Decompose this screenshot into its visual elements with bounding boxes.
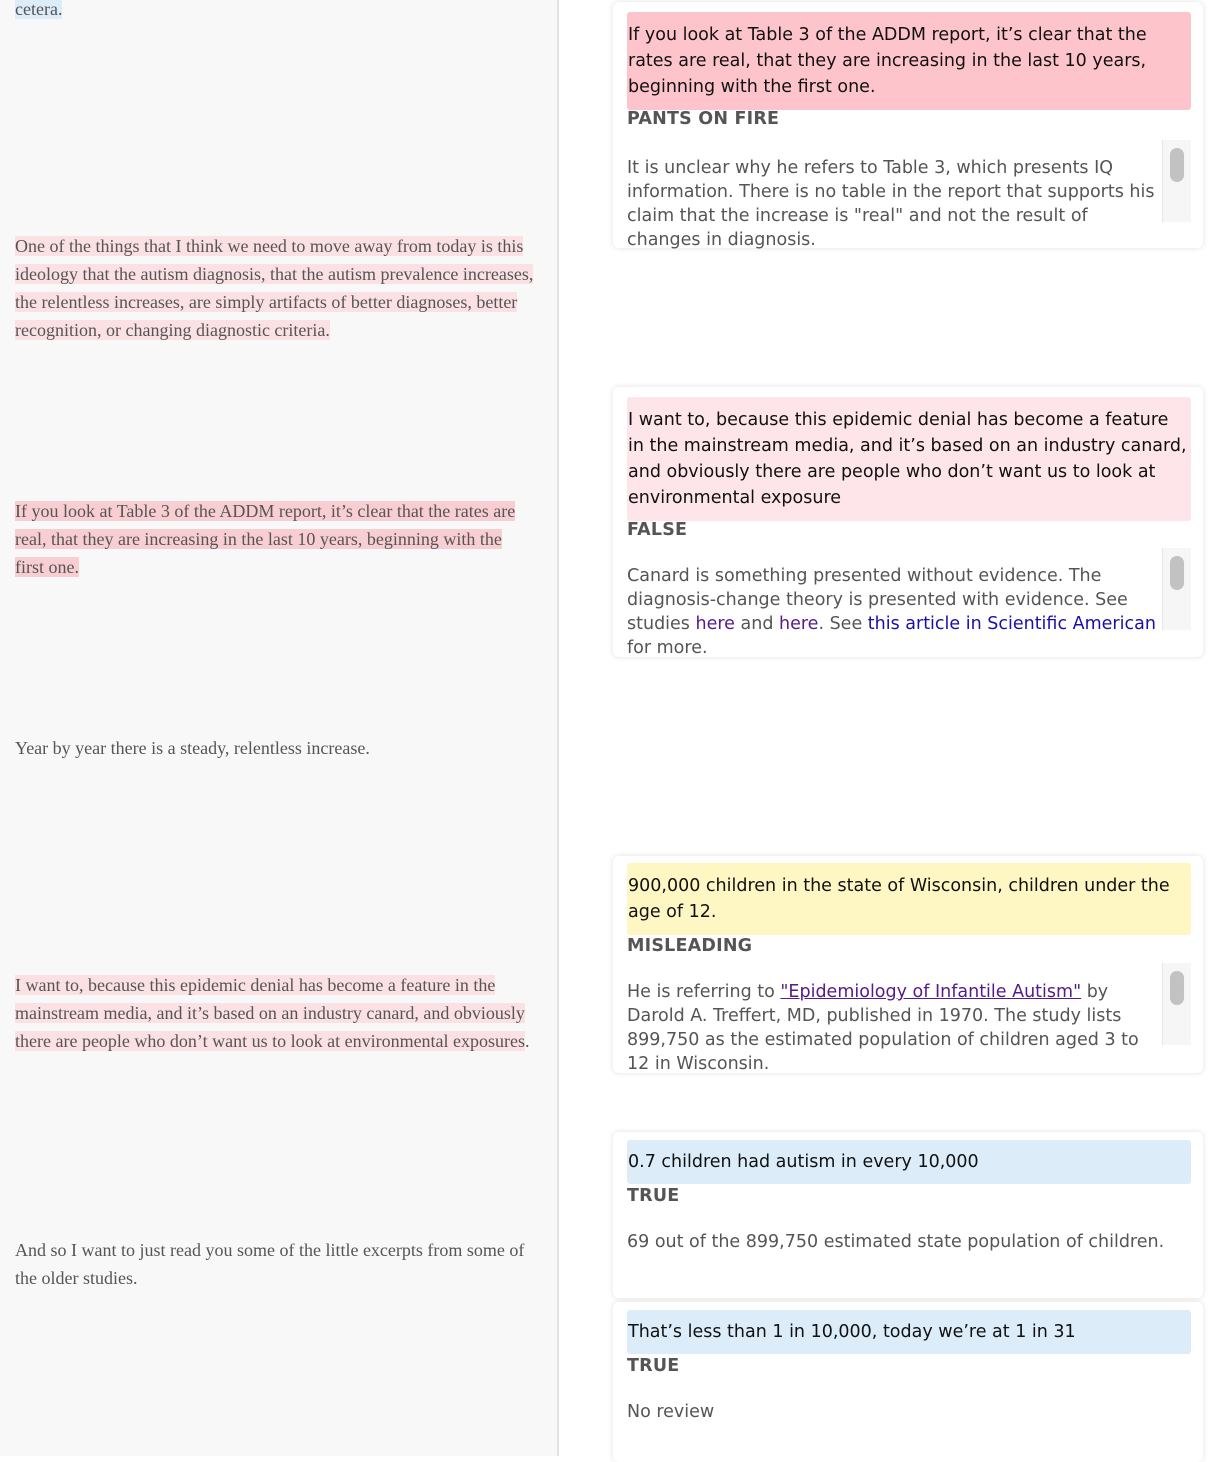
review-scrollbar[interactable] bbox=[1162, 140, 1191, 222]
claim-text: 0.7 children had autism in every 10,000 bbox=[627, 1140, 1191, 1184]
review-link-here-2[interactable]: here bbox=[779, 614, 819, 634]
fact-check-card[interactable] bbox=[613, 1132, 1203, 1298]
fact-check-card[interactable] bbox=[613, 387, 1203, 657]
review-text: He is referring to "Epidemiology of Infantile Autism" by Darold A. Treffert, MD, published in 1970. The study lists 899,750 as the estimated population of children aged 3 to 12 in Wisconsin. bbox=[627, 982, 1139, 1074]
transcript-paragraph: Year by year there is a steady, relentless increase. bbox=[15, 738, 370, 758]
verdict-label: FALSE bbox=[627, 520, 688, 540]
fact-check-card[interactable] bbox=[613, 2, 1203, 248]
review-text: No review bbox=[627, 1402, 715, 1422]
fact-check-card[interactable] bbox=[613, 856, 1203, 1073]
review-scrollbar[interactable] bbox=[1162, 548, 1191, 630]
claim-text: If you look at Table 3 of the ADDM report, it’s clear that the rates are real, that they are increasing in the last 10 years, beginning with the first one. bbox=[627, 12, 1191, 110]
transcript-paragraph-highlighted[interactable]: I want to, because this epidemic denial has become a feature in the mainstream media, and it’s based on an industry canard, and obviously there are people who don’t want us to look at environmental exposures. bbox=[15, 975, 530, 1051]
review-link-epidemiology[interactable]: "Epidemiology of Infantile Autism" bbox=[780, 982, 1082, 1002]
review-scroll-box[interactable] bbox=[627, 548, 1191, 658]
review-text: It is unclear why he refers to Table 3, which presents IQ information. There is no table in the report that supports his claim that the increase is "real" and not the result of changes in diagnosis. bbox=[627, 158, 1155, 250]
review-text: Canard is something presented without evidence. The diagnosis-change theory is presented with evidence. See studies here and here. See this article in Scientific American for more. bbox=[627, 566, 1156, 658]
claim-text: 900,000 children in the state of Wisconsin, children under the age of 12. bbox=[627, 863, 1191, 935]
review-link-here-1[interactable]: here bbox=[695, 614, 735, 634]
review-text: 69 out of the 899,750 estimated state population of children. bbox=[627, 1232, 1165, 1252]
verdict-label: TRUE bbox=[627, 1186, 680, 1206]
review-box bbox=[627, 1400, 1191, 1440]
transcript-paragraph: And so I want to just read you some of the little excerpts from some of the older studies. bbox=[15, 1240, 525, 1288]
scrollbar-thumb[interactable] bbox=[1170, 148, 1184, 182]
verdict-label: PANTS ON FIRE bbox=[627, 109, 780, 129]
review-scroll-box[interactable] bbox=[627, 963, 1191, 1074]
review-link-scientific-american[interactable]: this article in Scientific American bbox=[867, 614, 1156, 634]
claim-text: I want to, because this epidemic denial has become a feature in the mainstream media, and it’s based on an industry canard, and obviously there are people who don’t want us to look at environmental exposure bbox=[627, 397, 1191, 521]
verdict-label: TRUE bbox=[627, 1356, 680, 1376]
transcript-paragraph: cetera. bbox=[15, 0, 63, 19]
scrollbar-thumb[interactable] bbox=[1170, 556, 1184, 590]
claim-text: That’s less than 1 in 10,000, today we’re at 1 in 31 bbox=[627, 1310, 1191, 1354]
verdict-label: MISLEADING bbox=[627, 936, 753, 956]
review-box bbox=[627, 1230, 1191, 1270]
scrollbar-thumb[interactable] bbox=[1170, 971, 1184, 1005]
transcript-pane[interactable] bbox=[0, 0, 559, 1456]
review-scroll-box[interactable] bbox=[627, 140, 1191, 250]
transcript-paragraph-highlighted[interactable]: If you look at Table 3 of the ADDM report, it’s clear that the rates are real, that they are increasing in the last 10 years, beginning with the first one. bbox=[15, 501, 516, 577]
review-scrollbar[interactable] bbox=[1162, 963, 1191, 1045]
transcript-paragraph: One of the things that I think we need to move away from today is this ideology that the autism diagnosis, that the autism prevalence increases, the relentless increases, are simply artifacts of better diagnoses, better recognition, or changing diagnostic criteria. bbox=[15, 236, 534, 340]
fact-check-card[interactable] bbox=[613, 1302, 1203, 1462]
fact-check-pane bbox=[580, 0, 1220, 1456]
